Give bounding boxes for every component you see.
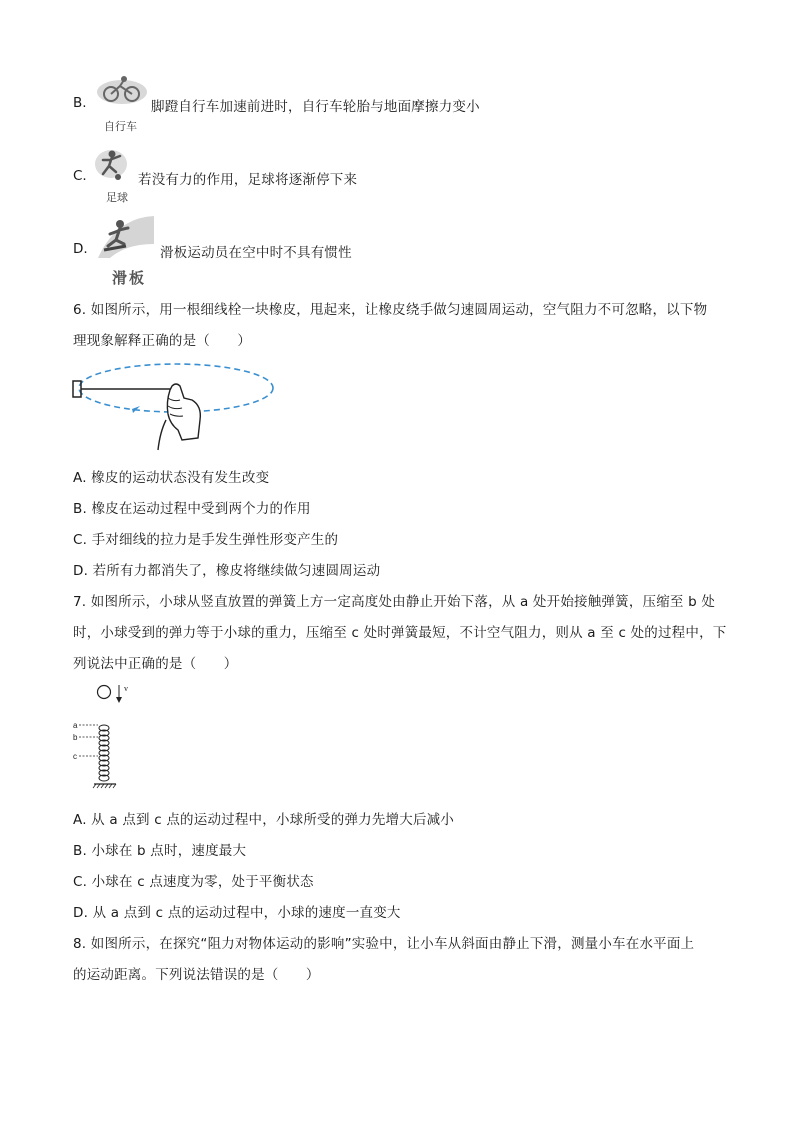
option-letter: B. (73, 95, 87, 111)
option-text: 若没有力的作用，足球将逐渐停下来 (138, 172, 358, 188)
question-stem-line: 8. 如图所示，在探究“阻力对物体运动的影响”实验中，让小车从斜面由静止下滑，测量小车在水平面上 (73, 936, 695, 952)
velocity-label: v (124, 684, 128, 693)
image-caption: 滑板 (112, 269, 147, 287)
spring (99, 725, 109, 781)
option-c: C. 手对细线的拉力是手发生弹性形变产生的 (73, 532, 339, 548)
spring-ball-figure (70, 682, 140, 792)
question-stem-line: 列说法中正确的是（ ） (73, 656, 238, 672)
label-c: c (73, 752, 77, 761)
option-d: D. 若所有力都消失了，橡皮将继续做匀速圆周运动 (73, 563, 381, 579)
skateboarder-icon (96, 214, 156, 260)
option-text: 滑板运动员在空中时不具有惯性 (160, 245, 352, 261)
ball (98, 686, 111, 699)
label-b: b (73, 733, 78, 742)
question-stem-line: 7. 如图所示，小球从竖直放置的弹簧上方一定高度处由静止开始下落，从 a 处开始接触弹簧，压缩至 b 处 (73, 594, 716, 610)
option-letter: D. (73, 241, 88, 257)
label-a: a (73, 721, 78, 730)
image-caption: 自行车 (104, 120, 137, 133)
question-stem-line: 的运动距离。下列说法错误的是（ ） (73, 967, 320, 983)
rotating-eraser-figure (70, 362, 280, 454)
soccer-player-icon (94, 148, 128, 184)
option-a: A. 橡皮的运动状态没有发生改变 (73, 470, 270, 486)
option-b: B. 小球在 b 点时，速度最大 (73, 843, 247, 859)
option-c: C. 小球在 c 点速度为零，处于平衡状态 (73, 874, 314, 890)
option-a: A. 从 a 点到 c 点的运动过程中，小球所受的弹力先增大后减小 (73, 812, 455, 828)
hand-icon (158, 384, 200, 450)
option-text: 脚蹬自行车加速前进时，自行车轮胎与地面摩擦力变小 (151, 99, 480, 115)
question-stem-line: 理现象解释正确的是（ ） (73, 333, 252, 349)
question-stem-line: 时，小球受到的弹力等于小球的重力，压缩至 c 处时弹簧最短，不计空气阻力，则从 a 至 c 处的过程中，下 (73, 625, 727, 641)
question-stem-line: 6. 如图所示，用一根细线栓一块橡皮，甩起来，让橡皮绕手做匀速圆周运动，空气阻力不可忽略，以下物 (73, 302, 708, 318)
option-d: D. 从 a 点到 c 点的运动过程中，小球的速度一直变大 (73, 905, 401, 921)
bicycle-icon (96, 74, 148, 106)
option-b: B. 橡皮在运动过程中受到两个力的作用 (73, 501, 311, 517)
option-letter: C. (73, 168, 87, 184)
image-caption: 足球 (106, 191, 128, 204)
